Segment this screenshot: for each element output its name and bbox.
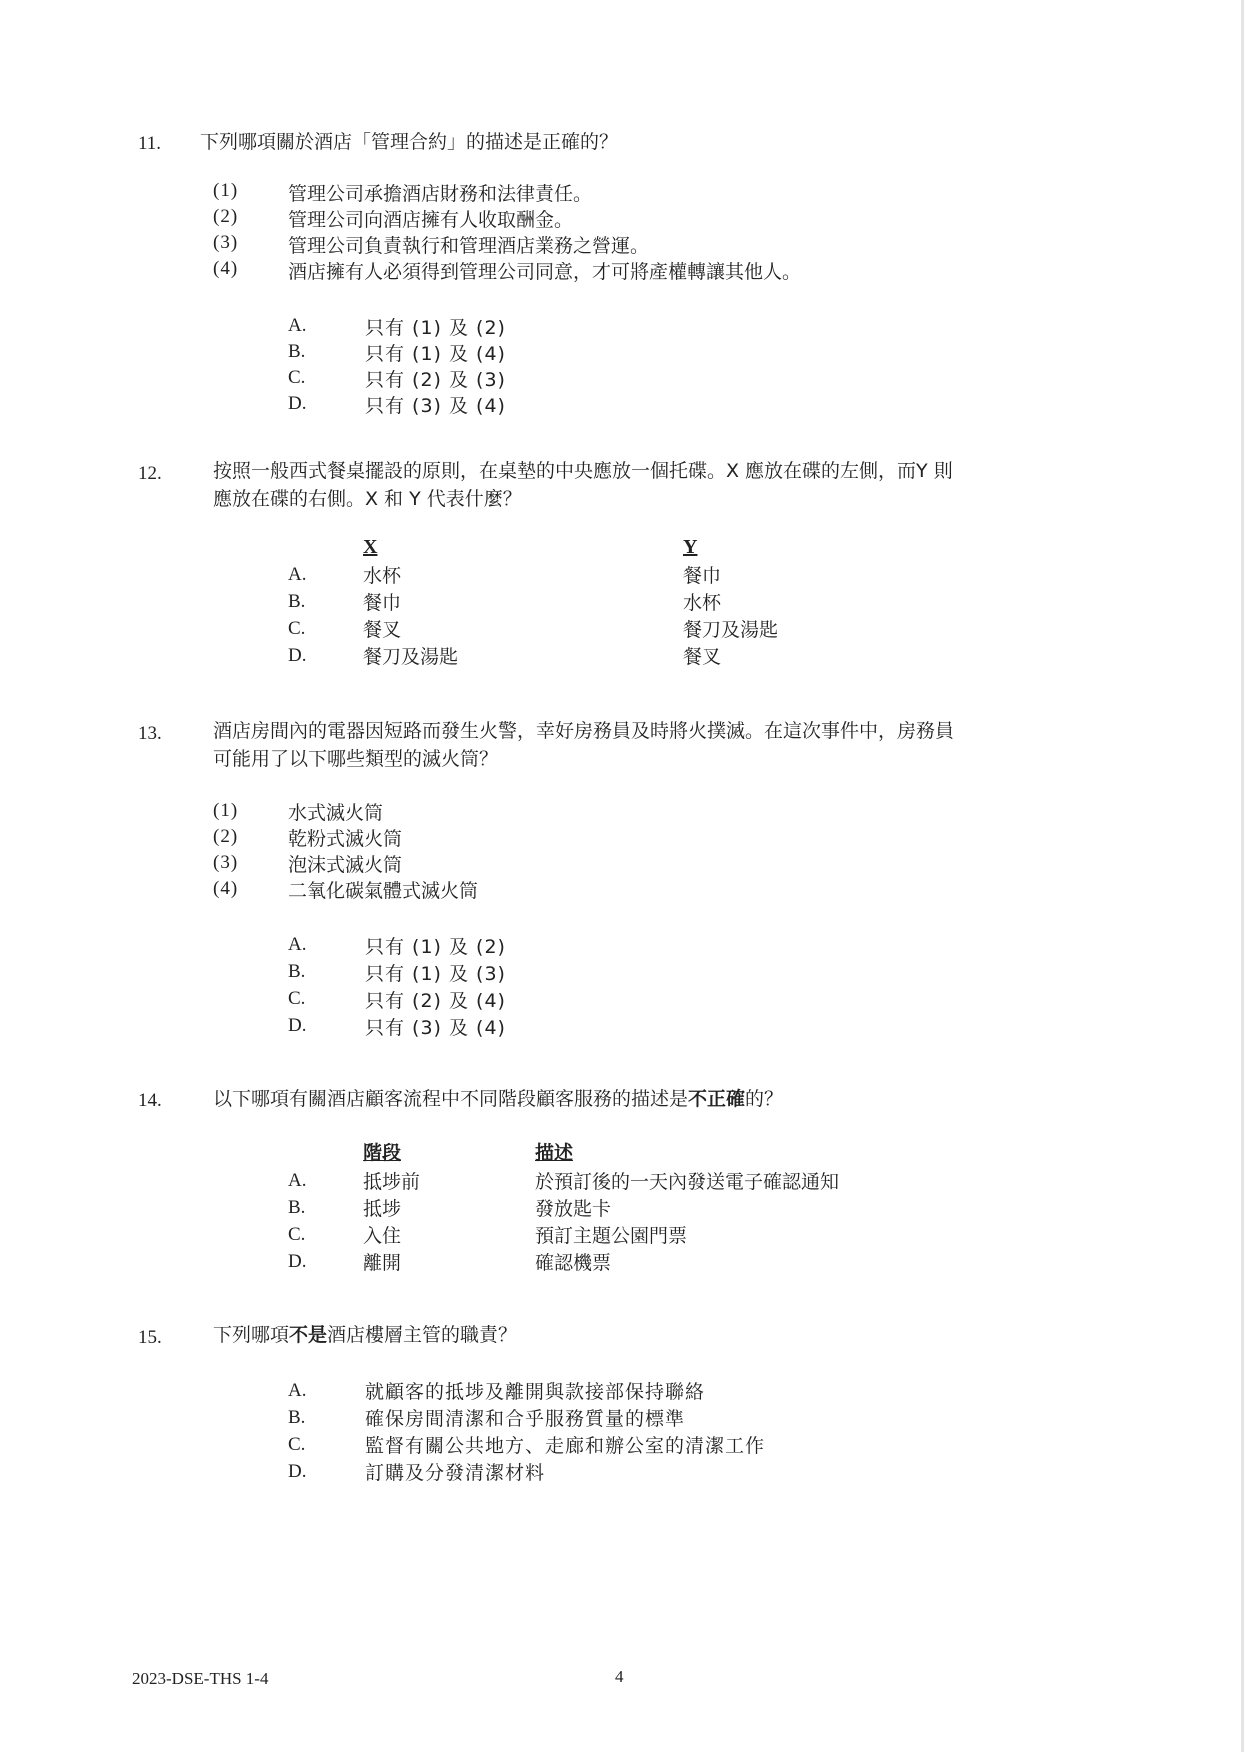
option-letter: C. xyxy=(288,988,306,1009)
question-stem-line-2: 可能用了以下哪些類型的滅火筒？ xyxy=(213,748,499,770)
option-text: 監督有關公共地方、走廊和辦公室的清潔工作 xyxy=(365,1435,766,1457)
option-text: 只有 (2) 及 (4) xyxy=(365,990,506,1012)
stem-emphasis: 不正確 xyxy=(688,1088,746,1110)
option-letter: B. xyxy=(288,1407,306,1428)
stem-emphasis: 不是 xyxy=(289,1324,328,1346)
page-number: 4 xyxy=(615,1667,624,1686)
question-stem-line-2: 應放在碟的右側。X 和 Y 代表什麼？ xyxy=(213,488,522,510)
option-text: 訂購及分發清潔材料 xyxy=(365,1462,546,1484)
statement-number: (3) xyxy=(213,232,239,253)
question-number: 14. xyxy=(138,1090,162,1111)
option-stage: 入住 xyxy=(363,1225,402,1247)
option-text: 確保房間清潔和合乎服務質量的標準 xyxy=(365,1408,686,1430)
option-letter: A. xyxy=(288,934,307,955)
question-stem: 下列哪項關於酒店「管理合約」的描述是正確的？ xyxy=(200,131,619,153)
option-text: 只有 (1) 及 (2) xyxy=(365,317,506,339)
option-text: 只有 (2) 及 (3) xyxy=(365,369,506,391)
question-number: 11. xyxy=(138,133,162,154)
statement-number: (2) xyxy=(213,826,239,847)
option-y: 餐巾 xyxy=(683,565,722,587)
paper-code: 2023-DSE-THS 1-4 xyxy=(132,1669,269,1688)
option-text: 就顧客的抵埗及離開與款接部保持聯絡 xyxy=(365,1381,706,1403)
statement-number: (4) xyxy=(213,258,239,279)
option-letter: D. xyxy=(288,393,307,414)
column-header-stage: 階段 xyxy=(363,1142,402,1164)
statement-text: 管理公司負責執行和管理酒店業務之營運。 xyxy=(288,235,650,257)
option-description: 於預訂後的一天內發送電子確認通知 xyxy=(535,1171,840,1193)
option-letter: A. xyxy=(288,1170,307,1191)
statement-number: (2) xyxy=(213,206,239,227)
option-text: 只有 (3) 及 (4) xyxy=(365,1017,506,1039)
statement-number: (1) xyxy=(213,180,239,201)
statement-number: (4) xyxy=(213,878,239,899)
option-letter: B. xyxy=(288,591,306,612)
column-header-y: Y xyxy=(683,536,698,558)
option-letter: A. xyxy=(288,564,307,585)
option-text: 只有 (1) 及 (3) xyxy=(365,963,506,985)
stem-text: 酒店樓層主管的職責？ xyxy=(327,1324,518,1346)
question-number: 15. xyxy=(138,1327,162,1348)
option-text: 只有 (1) 及 (4) xyxy=(365,343,506,365)
question-stem-line-1: 酒店房間內的電器因短路而發生火警，幸好房務員及時將火撲滅。在這次事件中，房務員 xyxy=(213,720,955,742)
option-letter: C. xyxy=(288,367,306,388)
option-letter: C. xyxy=(288,618,306,639)
question-number: 13. xyxy=(138,723,162,744)
option-stage: 抵埗前 xyxy=(363,1171,421,1193)
option-text: 只有 (3) 及 (4) xyxy=(365,395,506,417)
stem-text: 的？ xyxy=(745,1088,784,1110)
option-letter: B. xyxy=(288,341,306,362)
statement-text: 管理公司向酒店擁有人收取酬金。 xyxy=(288,209,574,231)
option-text: 只有 (1) 及 (2) xyxy=(365,936,506,958)
column-header-description: 描述 xyxy=(535,1142,574,1164)
question-stem xyxy=(213,1322,517,1349)
statement-text: 水式滅火筒 xyxy=(288,802,384,824)
question-stem-line-1: 按照一般西式餐桌擺設的原則，在桌墊的中央應放一個托碟。X 應放在碟的左側，而Y 則 xyxy=(213,460,953,482)
option-x: 餐巾 xyxy=(363,592,402,614)
option-x: 餐刀及湯匙 xyxy=(363,646,459,668)
statement-text: 二氧化碳氣體式滅火筒 xyxy=(288,880,479,902)
question-number: 12. xyxy=(138,463,162,484)
option-stage: 抵埗 xyxy=(363,1198,402,1220)
option-letter: D. xyxy=(288,1461,307,1482)
statement-number: (1) xyxy=(213,800,239,821)
option-letter: B. xyxy=(288,961,306,982)
statement-text: 泡沫式滅火筒 xyxy=(288,854,403,876)
option-description: 預訂主題公園門票 xyxy=(535,1225,688,1247)
option-x: 餐叉 xyxy=(363,619,402,641)
statement-text: 乾粉式滅火筒 xyxy=(288,828,403,850)
statement-text: 酒店擁有人必須得到管理公司同意，才可將產權轉讓其他人。 xyxy=(288,261,802,283)
option-letter: C. xyxy=(288,1434,306,1455)
option-description: 發放匙卡 xyxy=(535,1198,612,1220)
option-letter: D. xyxy=(288,1015,307,1036)
statement-text: 管理公司承擔酒店財務和法律責任。 xyxy=(288,183,593,205)
option-y: 餐叉 xyxy=(683,646,722,668)
option-description: 確認機票 xyxy=(535,1252,612,1274)
option-letter: A. xyxy=(288,1380,307,1401)
option-letter: B. xyxy=(288,1197,306,1218)
option-letter: D. xyxy=(288,1251,307,1272)
option-x: 水杯 xyxy=(363,565,402,587)
question-stem xyxy=(213,1086,783,1113)
option-letter: C. xyxy=(288,1224,306,1245)
option-stage: 離開 xyxy=(363,1252,402,1274)
option-y: 餐刀及湯匙 xyxy=(683,619,779,641)
column-header-x: X xyxy=(363,536,378,558)
option-letter: A. xyxy=(288,315,307,336)
option-letter: D. xyxy=(288,645,307,666)
statement-number: (3) xyxy=(213,852,239,873)
stem-text: 下列哪項 xyxy=(213,1324,290,1346)
option-y: 水杯 xyxy=(683,592,722,614)
stem-text: 以下哪項有關酒店顧客流程中不同階段顧客服務的描述是 xyxy=(213,1088,689,1110)
